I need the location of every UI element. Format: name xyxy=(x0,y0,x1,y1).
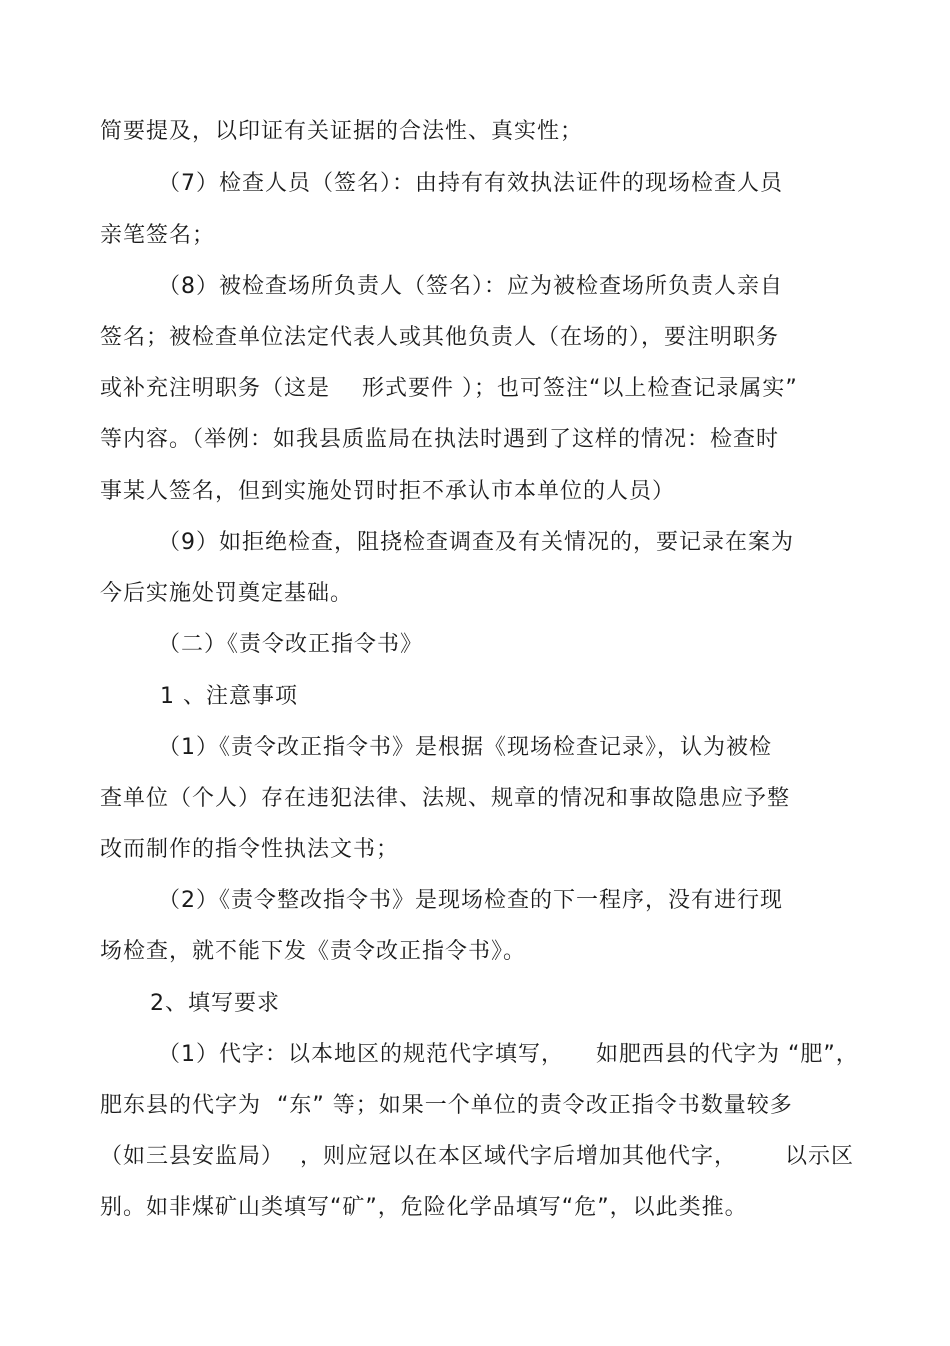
text-line-16: （2）《责令整改指令书》是现场检查的下一程序，没有进行现 xyxy=(158,888,783,913)
text-line-20: 肥东县的代字为 “东” 等；如果一个单位的责令改正指令书数量较多 xyxy=(100,1093,793,1118)
text-line-10: 今后实施处罚奠定基础。 xyxy=(100,581,354,606)
text-line-15: 改而制作的指令性执法文书； xyxy=(100,837,400,862)
text-line-5: 签名；被检查单位法定代表人或其他负责人（在场的），要注明职务 xyxy=(100,325,780,350)
text-line-4: （8）被检查场所负责人（签名）：应为被检查场所负责人亲自 xyxy=(158,274,783,299)
subsection-heading-2: 2、填写要求 xyxy=(150,991,280,1016)
text-line-14: 查单位（个人）存在违犯法律、法规、规章的情况和事故隐患应予整 xyxy=(100,786,791,811)
text-line-2: （7）检查人员（签名）：由持有有效执法证件的现场检查人员 xyxy=(158,171,783,196)
text-line-1: 简要提及，以印证有关证据的合法性、真实性； xyxy=(100,119,584,144)
text-line-19: （1）代字：以本地区的规范代字填写， 如肥西县的代字为 “肥”， xyxy=(158,1042,859,1067)
subsection-heading-1: 1 、注意事项 xyxy=(160,684,298,709)
text-line-9: （9）如拒绝检查，阻挠检查调查及有关情况的，要记录在案为 xyxy=(158,530,794,555)
text-line-22: 别。如非煤矿山类填写“矿”，危险化学品填写“危”，以此类推。 xyxy=(100,1195,748,1220)
text-line-3: 亲笔签名； xyxy=(100,223,216,248)
text-line-7: 等内容。（举例：如我县质监局在执法时遇到了这样的情况：检查时 xyxy=(100,427,780,452)
section-heading: （二）《责令改正指令书》 xyxy=(158,632,424,657)
text-line-6: 或补充注明职务（这是 形式要件 ）；也可签注“以上检查记录属实” xyxy=(100,376,798,401)
text-line-17: 场检查，就不能下发《责令改正指令书》。 xyxy=(100,939,527,964)
text-line-13: （1）《责令改正指令书》是根据《现场检查记录》，认为被检 xyxy=(158,735,772,760)
text-line-8: 事某人签名，但到实施处罚时拒不承认市本单位的人员） xyxy=(100,479,676,504)
text-line-21: （如三县安监局） ，则应冠以在本区域代字后增加其他代字， 以示区 xyxy=(100,1144,854,1169)
